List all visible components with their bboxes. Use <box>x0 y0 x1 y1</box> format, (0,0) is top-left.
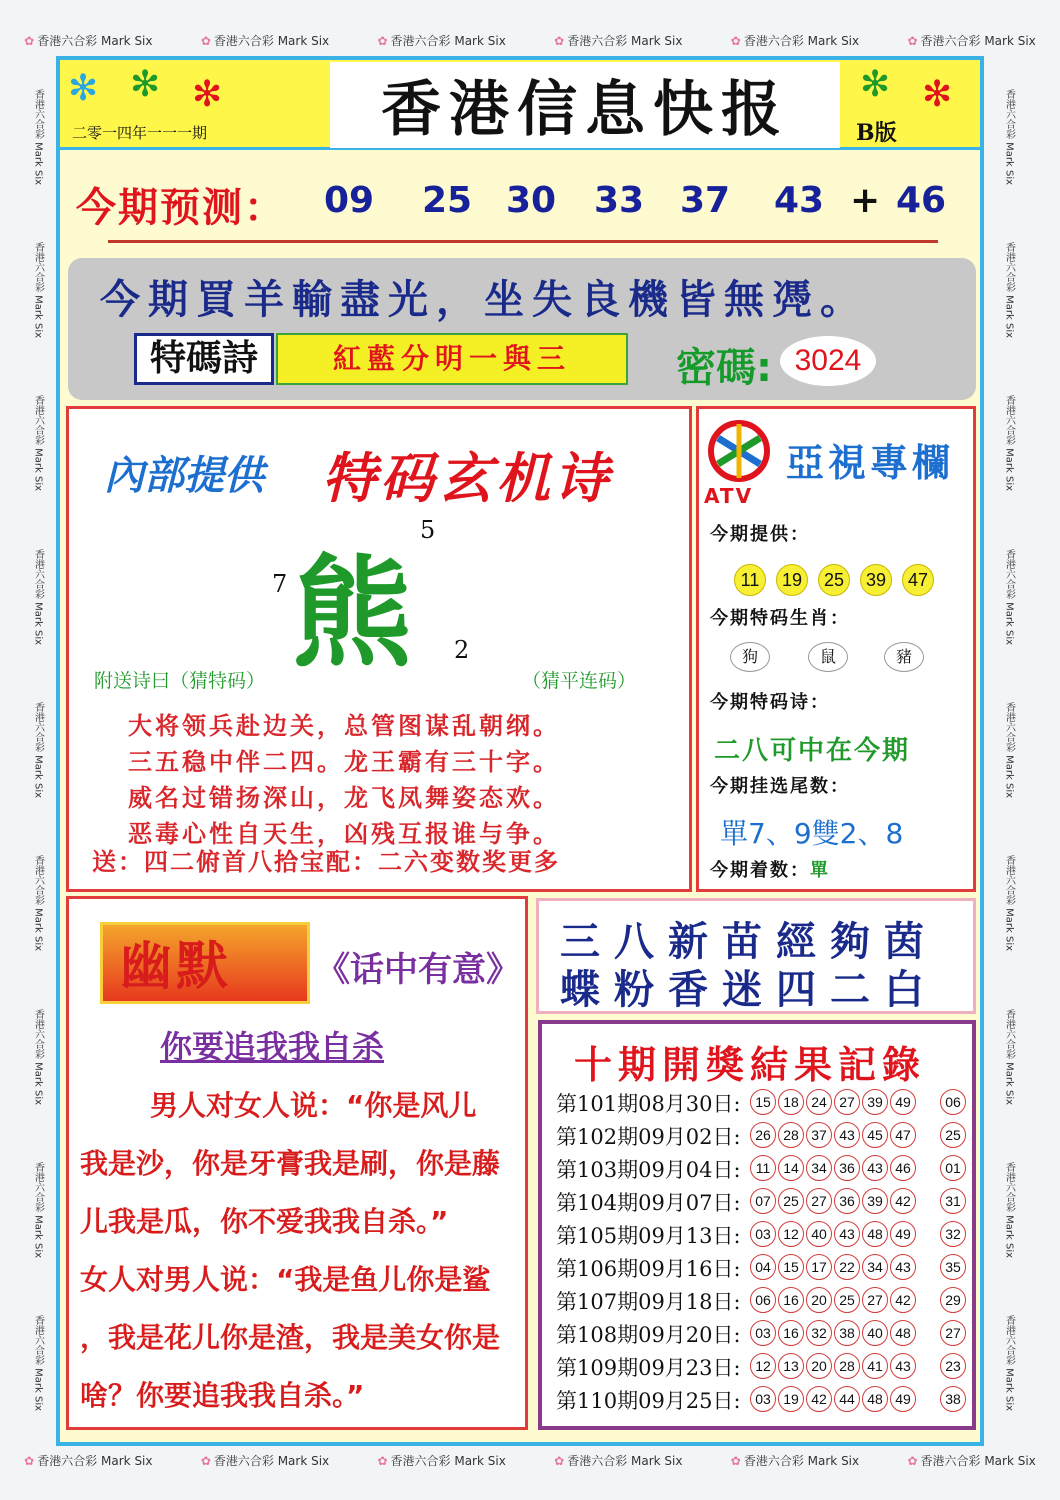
joke-line: 女人对男人说：“我是鱼儿你是鲨 <box>80 1263 491 1296</box>
results-row-label: 第102期09月02日: <box>556 1125 741 1149</box>
joke-title: 你要追我我自杀 <box>160 1028 385 1066</box>
result-special-ball: 32 <box>940 1221 966 1247</box>
results-row <box>556 1319 976 1349</box>
flower-icon: ✿ <box>730 33 741 48</box>
results-row-label: 第108期09月20日: <box>556 1323 741 1347</box>
snowflake-icon: ✻ <box>860 64 891 105</box>
watermark-text: ✿ 香港六合彩 Mark Six <box>730 33 860 48</box>
watermark-text: ✿ 香港六合彩 Mark Six <box>554 1453 683 1468</box>
zodiac-badge: 狗 <box>730 642 770 672</box>
snowflake-icon: ✻ <box>130 64 161 105</box>
watermark-text: 香港六合彩 Mark Six <box>1003 1161 1015 1258</box>
result-ball: 03 <box>750 1320 776 1346</box>
result-ball: 39 <box>862 1188 888 1214</box>
prediction-number: ★ 30 <box>506 180 556 221</box>
result-ball: 27 <box>862 1287 888 1313</box>
poem-line: 威名过错扬深山，龙飞凤舞姿态欢。 <box>128 784 560 812</box>
issue-number: 二零一四年一一一期 <box>72 124 208 142</box>
watermark-text: 香港六合彩 Mark Six <box>32 1008 44 1105</box>
result-ball: 07 <box>750 1188 776 1214</box>
result-special-ball: 23 <box>940 1353 966 1379</box>
result-ball: 26 <box>750 1122 776 1148</box>
flower-icon: ✿ <box>554 33 565 48</box>
result-ball: 17 <box>806 1254 832 1280</box>
poem-line: 大将领兵赴边关，总管图谋乱朝纲。 <box>128 712 560 740</box>
result-ball: 49 <box>890 1089 916 1115</box>
watermark-text: 香港六合彩 Mark Six <box>1003 88 1015 185</box>
result-ball: 03 <box>750 1386 776 1412</box>
result-ball: 25 <box>834 1287 860 1313</box>
result-ball: 48 <box>862 1386 888 1412</box>
flower-icon: ✿ <box>377 1453 388 1468</box>
result-ball: 28 <box>778 1122 804 1148</box>
result-ball: 20 <box>806 1287 832 1313</box>
watermark-text: ✿ 香港六合彩 Mark Six <box>200 33 330 48</box>
edition-label: B版 <box>856 120 897 146</box>
atv-tail: 單7、9雙2、8 <box>720 817 904 850</box>
watermark-text: 香港六合彩 Mark Six <box>32 1315 44 1412</box>
plus-sign: + <box>850 180 881 221</box>
watermark-text: 香港六合彩 Mark Six <box>1003 548 1015 645</box>
watermark-text: 香港六合彩 Mark Six <box>32 88 44 185</box>
result-special-ball: 27 <box>940 1320 966 1346</box>
atv-zhao <box>710 856 830 882</box>
divider <box>108 240 938 243</box>
riddle-line: 蝶粉香迷四二白 <box>560 967 938 1013</box>
snowflake-icon: ✻ <box>922 74 953 115</box>
gift-label: 附送诗曰（猜特码） <box>94 670 266 692</box>
result-special-ball: 29 <box>940 1287 966 1313</box>
results-row-label: 第106期09月16日: <box>556 1257 741 1281</box>
result-ball: 41 <box>862 1353 888 1379</box>
result-ball: 49 <box>890 1221 916 1247</box>
watermark-strip-right <box>995 60 1023 1440</box>
results-row-label: 第107期09月18日: <box>556 1290 741 1314</box>
humor-badge-text: 幽默 <box>120 937 233 997</box>
result-ball: 43 <box>834 1221 860 1247</box>
result-ball: 46 <box>890 1155 916 1181</box>
atv-zhao-value: 單 <box>810 860 830 881</box>
result-ball: 34 <box>862 1254 888 1280</box>
snowflake-icon: ✻ <box>68 68 99 109</box>
watermark-text: 香港六合彩 Mark Six <box>1003 855 1015 952</box>
slogan: 今期買羊輸盡光，坐失良機皆無凴。 <box>100 277 868 323</box>
watermark-text: ✿ 香港六合彩 Mark Six <box>730 1453 860 1468</box>
result-ball: 22 <box>834 1254 860 1280</box>
watermark-text: 香港六合彩 Mark Six <box>1003 701 1015 798</box>
special-poem-label: 特碼詩 <box>134 333 274 385</box>
results-title: 十期開獎結果記錄 <box>574 1043 927 1087</box>
prediction-label: 今期预测： <box>76 185 286 231</box>
riddle-digit: 7 <box>272 570 288 598</box>
results-row <box>556 1154 976 1184</box>
watermark-text: 香港六合彩 Mark Six <box>32 701 44 798</box>
password-label: 密碼: <box>676 345 772 391</box>
watermark-strip-left <box>24 60 52 1440</box>
results-row <box>556 1286 976 1316</box>
result-ball: 25 <box>778 1188 804 1214</box>
watermark-text: 香港六合彩 Mark Six <box>32 1161 44 1258</box>
result-ball: 36 <box>834 1155 860 1181</box>
result-ball: 49 <box>890 1386 916 1412</box>
watermark-text: 香港六合彩 Mark Six <box>32 548 44 645</box>
result-special-ball: 06 <box>940 1089 966 1115</box>
results-row-label: 第105期09月13日: <box>556 1224 741 1248</box>
flower-icon: ✿ <box>24 33 35 48</box>
atv-zhao-label: 今期着数： <box>710 860 810 881</box>
watermark-text: ✿ 香港六合彩 Mark Six <box>554 33 683 48</box>
atv-title: 亞視專欄 <box>786 441 955 485</box>
result-ball: 27 <box>806 1188 832 1214</box>
watermark-text: 香港六合彩 Mark Six <box>1003 1315 1015 1412</box>
password-value: 3024 <box>780 336 876 386</box>
result-special-ball: 01 <box>940 1155 966 1181</box>
yellow-ball: 19 <box>776 564 808 596</box>
results-row-label: 第109期09月23日: <box>556 1356 741 1380</box>
atv-logo-icon <box>708 420 770 482</box>
poem-line: 恶毒心性自天生，凶残互报谁与争。 <box>128 820 560 848</box>
prediction-number: ★ 37 <box>680 180 730 221</box>
result-ball: 34 <box>806 1155 832 1181</box>
results-row <box>556 1088 976 1118</box>
watermark-strip-bottom <box>0 1440 1060 1480</box>
prediction-numbers <box>318 180 958 230</box>
yellow-ball: 11 <box>734 564 766 596</box>
atv-provide-label: 今期提供： <box>710 524 810 545</box>
result-ball: 43 <box>834 1122 860 1148</box>
result-ball: 19 <box>778 1386 804 1412</box>
prediction-number: ★ 09 <box>324 180 374 221</box>
result-ball: 42 <box>806 1386 832 1412</box>
watermark-text: ✿ 香港六合彩 Mark Six <box>24 33 153 48</box>
result-ball: 04 <box>750 1254 776 1280</box>
result-ball: 15 <box>750 1089 776 1115</box>
result-ball: 28 <box>834 1353 860 1379</box>
flower-icon: ✿ <box>200 1453 211 1468</box>
riddle-digit: 5 <box>420 516 436 544</box>
result-ball: 44 <box>834 1386 860 1412</box>
yellow-ball: 39 <box>860 564 892 596</box>
result-ball: 20 <box>806 1353 832 1379</box>
yellow-ball: 47 <box>902 564 934 596</box>
joke-line: 啥？你要追我我自杀。” <box>80 1379 365 1412</box>
result-ball: 39 <box>862 1089 888 1115</box>
atv-logo-text: ATV <box>704 484 754 508</box>
watermark-text: 香港六合彩 Mark Six <box>1003 395 1015 492</box>
result-ball: 12 <box>750 1353 776 1379</box>
result-ball: 48 <box>862 1221 888 1247</box>
joke-line: 我是沙，你是牙膏我是刷，你是藤 <box>80 1147 501 1180</box>
yellow-ball: 25 <box>818 564 850 596</box>
flower-icon: ✿ <box>554 1453 565 1468</box>
joke-line: ，我是花儿你是渣，我是美女你是 <box>80 1321 501 1354</box>
result-ball: 43 <box>890 1353 916 1379</box>
watermark-text: ✿ 香港六合彩 Mark Six <box>377 1453 506 1468</box>
page-title: 香港信息快报 <box>381 75 789 145</box>
flower-icon: ✿ <box>907 33 918 48</box>
snowflake-icon: ✻ <box>192 74 223 115</box>
gift-label-right: （猜平连码） <box>522 670 637 692</box>
results-row <box>556 1253 976 1283</box>
result-special-ball: 31 <box>940 1188 966 1214</box>
result-ball: 42 <box>890 1287 916 1313</box>
title-box <box>330 62 840 148</box>
zodiac-badge: 豬 <box>884 642 924 672</box>
result-ball: 03 <box>750 1221 776 1247</box>
joke-line: 男人对女人说：“你是风儿 <box>150 1089 477 1122</box>
result-ball: 48 <box>890 1320 916 1346</box>
poem-line: 三五稳中伴二四。龙王霸有三十字。 <box>128 748 560 776</box>
result-ball: 13 <box>778 1353 804 1379</box>
result-ball: 14 <box>778 1155 804 1181</box>
prediction-number: ★ 43 <box>774 180 824 221</box>
watermark-text: 香港六合彩 Mark Six <box>1003 1008 1015 1105</box>
prediction-special-number: ★ 46 <box>896 180 946 221</box>
result-ball: 24 <box>806 1089 832 1115</box>
result-ball: 43 <box>862 1155 888 1181</box>
result-ball: 32 <box>806 1320 832 1346</box>
result-ball: 38 <box>834 1320 860 1346</box>
watermark-text: ✿ 香港六合彩 Mark Six <box>907 33 1036 48</box>
results-row-label: 第104期09月07日: <box>556 1191 741 1215</box>
result-ball: 27 <box>834 1089 860 1115</box>
result-ball: 40 <box>806 1221 832 1247</box>
result-special-ball: 35 <box>940 1254 966 1280</box>
special-poem-text: 紅藍分明一與三 <box>276 333 628 385</box>
results-row-label: 第101期08月30日: <box>556 1092 741 1116</box>
zodiac-badge: 鼠 <box>808 642 848 672</box>
result-ball: 42 <box>890 1188 916 1214</box>
watermark-text: ✿ 香港六合彩 Mark Six <box>24 1453 153 1468</box>
watermark-text: ✿ 香港六合彩 Mark Six <box>907 1453 1036 1468</box>
result-special-ball: 38 <box>940 1386 966 1412</box>
watermark-strip-top <box>0 20 1060 60</box>
result-ball: 16 <box>778 1287 804 1313</box>
result-ball: 36 <box>834 1188 860 1214</box>
prediction-number: ★ 33 <box>594 180 644 221</box>
result-ball: 45 <box>862 1122 888 1148</box>
results-row-label: 第103期09月04日: <box>556 1158 741 1182</box>
atv-zodiac-label: 今期特码生肖： <box>710 608 850 629</box>
poem-title: 特码玄机诗 <box>322 447 612 510</box>
result-ball: 15 <box>778 1254 804 1280</box>
results-row-label: 第110期09月25日: <box>556 1389 741 1413</box>
atv-tail-label: 今期挂选尾数： <box>710 776 850 797</box>
flower-icon: ✿ <box>907 1453 918 1468</box>
watermark-text: ✿ 香港六合彩 Mark Six <box>200 1453 330 1468</box>
results-row <box>556 1121 976 1151</box>
riddle-character: 熊 <box>292 543 412 684</box>
inner-label: 內部提供 <box>104 453 264 499</box>
results-row <box>556 1352 976 1382</box>
watermark-text: 香港六合彩 Mark Six <box>32 855 44 952</box>
results-row <box>556 1187 976 1217</box>
result-ball: 37 <box>806 1122 832 1148</box>
result-ball: 47 <box>890 1122 916 1148</box>
results-row <box>556 1385 976 1415</box>
prediction-number: ★ 25 <box>422 180 472 221</box>
flower-icon: ✿ <box>200 33 211 48</box>
flower-icon: ✿ <box>24 1453 35 1468</box>
result-ball: 40 <box>862 1320 888 1346</box>
result-ball: 12 <box>778 1221 804 1247</box>
result-ball: 06 <box>750 1287 776 1313</box>
watermark-text: 香港六合彩 Mark Six <box>1003 241 1015 339</box>
result-ball: 11 <box>750 1155 776 1181</box>
send-line: 送：四二俯首八拾宝配：二六变数奖更多 <box>92 848 560 876</box>
watermark-text: 香港六合彩 Mark Six <box>32 395 44 492</box>
riddle-line: 三八新苗經夠茵 <box>560 919 938 965</box>
joke-line: 儿我是瓜，你不爱我我自杀。” <box>80 1205 449 1238</box>
atv-poem-label: 今期特码诗： <box>710 692 830 713</box>
flower-icon: ✿ <box>730 1453 741 1468</box>
results-row <box>556 1220 976 1250</box>
flower-icon: ✿ <box>377 33 388 48</box>
result-ball: 18 <box>778 1089 804 1115</box>
riddle-digit: 2 <box>454 636 470 664</box>
humor-subtitle: 《话中有意》 <box>316 950 520 990</box>
result-ball: 16 <box>778 1320 804 1346</box>
watermark-text: ✿ 香港六合彩 Mark Six <box>377 33 506 48</box>
result-ball: 43 <box>890 1254 916 1280</box>
result-special-ball: 25 <box>940 1122 966 1148</box>
watermark-text: 香港六合彩 Mark Six <box>32 241 44 339</box>
atv-poem: 二八可中在今期 <box>714 736 911 766</box>
